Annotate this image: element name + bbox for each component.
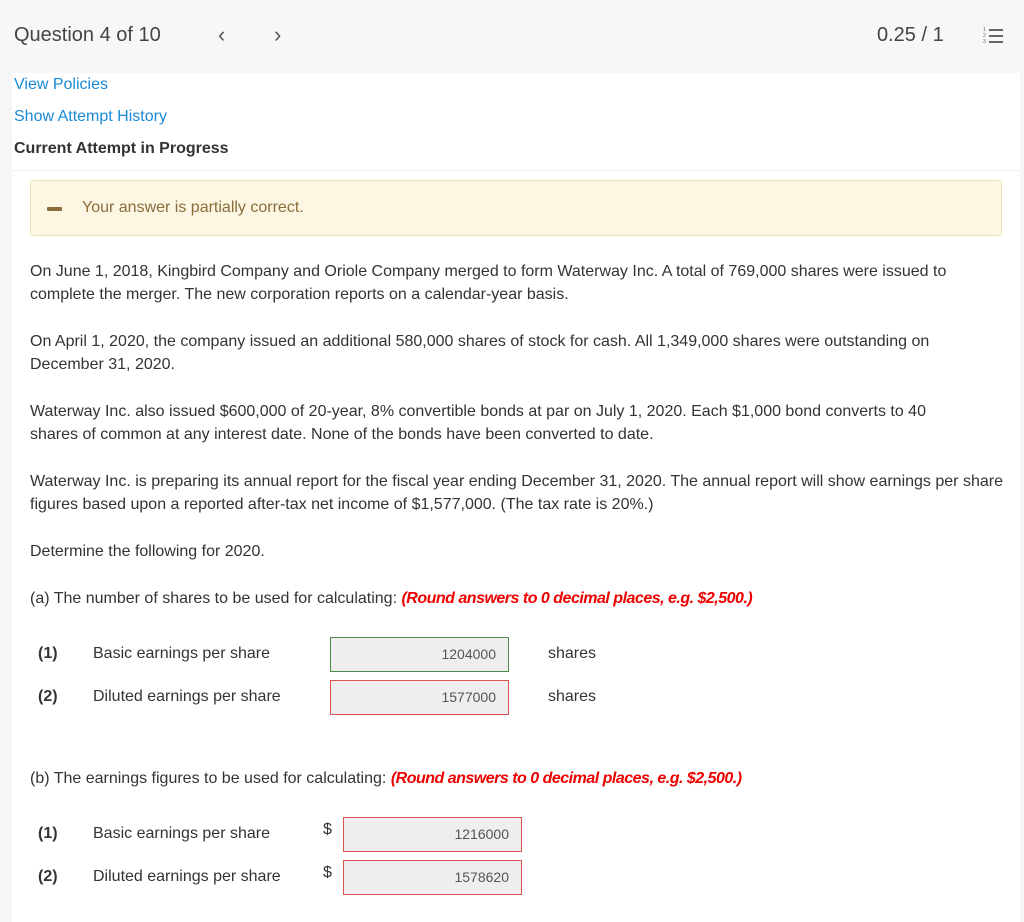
unit-label: shares [548, 688, 597, 705]
partial-correct-alert [30, 180, 1002, 236]
row-label: Basic earnings per share [93, 825, 270, 842]
part-b-prompt [30, 767, 1005, 790]
row-number: (1) [38, 645, 58, 662]
part-a-text: (a) The number of shares to be used for calculating: [30, 590, 398, 607]
diluted-shares-input[interactable]: 1577000 [330, 680, 509, 715]
unit-label: shares [548, 645, 597, 662]
paragraph: Waterway Inc. is preparing its annual report for the fiscal year ending December 31, 2020. The annual report will show earnings per share figures based upon a reported after-tax net income of $1,577,000. (The tax rate is 20%.) [30, 473, 1003, 513]
rounding-note: (Round answers to 0 decimal places, e.g. $2,500.) [390, 770, 742, 787]
row-number: (1) [38, 825, 58, 842]
paragraph: Waterway Inc. also issued $600,000 of 20-year, 8% convertible bonds at par on July 1, 2020. Each $1,000 bond converts to 40 shares of common at any interest date. None of the bonds have been converted to date. [30, 403, 926, 443]
next-question-button[interactable]: › [274, 22, 282, 47]
paragraph: On April 1, 2020, the company issued an additional 580,000 shares of stock for cash. All 1,349,000 shares were outstanding on December 31, 2020. [30, 333, 930, 373]
question-title: Question 4 of 10 [14, 24, 161, 46]
currency-symbol: $ [323, 864, 332, 881]
previous-question-button[interactable]: ‹ [218, 22, 226, 47]
diluted-earnings-input[interactable]: 1578620 [343, 860, 522, 895]
paragraph: On June 1, 2018, Kingbird Company and Oriole Company merged to form Waterway Inc. A total of 769,000 shares were issued to complete the merger. The new corporation reports on a calendar-year basis. [30, 263, 947, 303]
part-a-prompt [30, 587, 1005, 610]
question-header [0, 0, 1024, 73]
part-b-text: (b) The earnings figures to be used for calculating: [30, 770, 387, 787]
current-attempt-label: Current Attempt in Progress [14, 140, 229, 157]
basic-shares-input[interactable]: 1204000 [330, 637, 509, 672]
score: 0.25 / 1 [877, 24, 944, 46]
row-label: Basic earnings per share [93, 645, 270, 662]
row-number: (2) [38, 688, 58, 705]
currency-symbol: $ [323, 821, 332, 838]
basic-earnings-input[interactable]: 1216000 [343, 817, 522, 852]
alert-message: Your answer is partially correct. [82, 199, 304, 216]
show-attempt-history-link[interactable]: Show Attempt History [14, 108, 167, 125]
row-number: (2) [38, 868, 58, 885]
question-body [12, 73, 1020, 922]
row-label: Diluted earnings per share [93, 688, 281, 705]
divider [12, 170, 1020, 171]
row-label: Diluted earnings per share [93, 868, 281, 885]
question-list-icon[interactable]: 1 2 3 [983, 27, 1003, 45]
view-policies-link[interactable]: View Policies [14, 76, 108, 93]
partial-icon [47, 207, 62, 211]
rounding-note: (Round answers to 0 decimal places, e.g. $2,500.) [401, 590, 753, 607]
paragraph: Determine the following for 2020. [30, 543, 265, 560]
